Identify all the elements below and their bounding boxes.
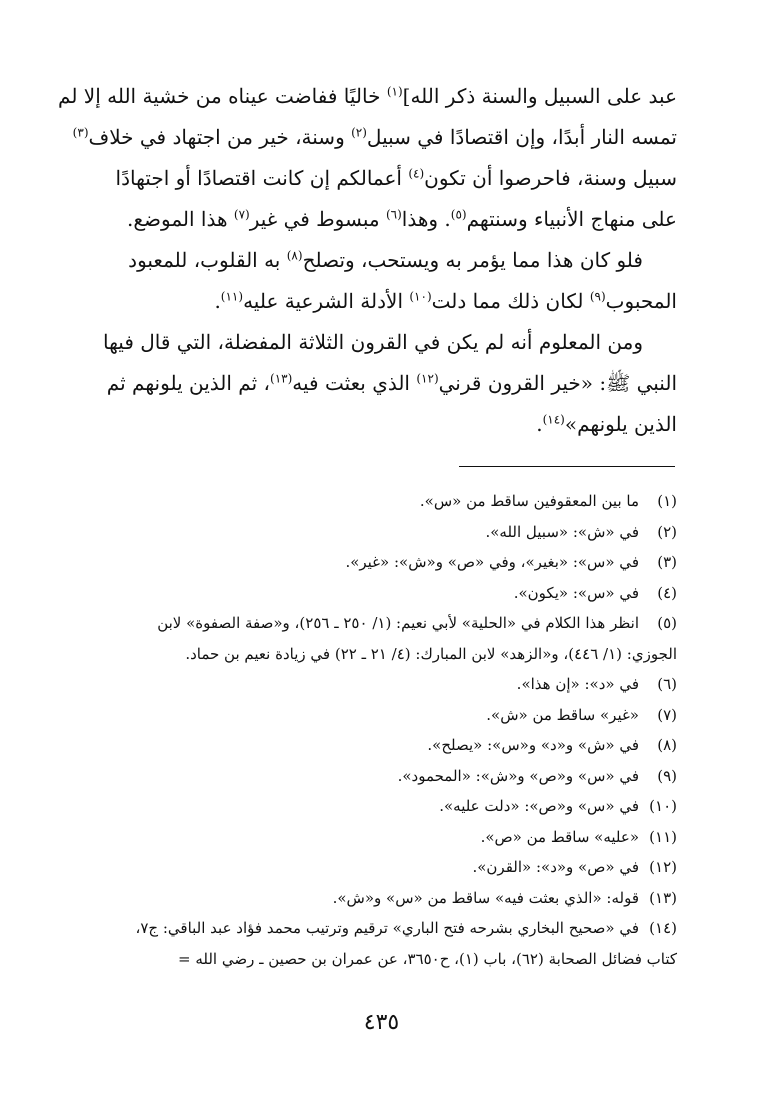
footnote-text: في «ش»: «سبيل الله». xyxy=(485,522,639,541)
footnote-marker: (٧) xyxy=(233,207,250,222)
text-segment: . xyxy=(536,412,543,436)
footnote-text: في «س»: «بغير»، وفي «ص» و«ش»: «غير». xyxy=(345,553,639,571)
text-segment: خاليًا ففاضت عيناه من خشية الله إلا لم xyxy=(58,84,381,108)
footnote-text: في «س» و«ص»: «دلت عليه». xyxy=(439,797,639,815)
footnote-number: (١٤) xyxy=(649,919,677,937)
text-segment: عبد على السبيل والسنة ذكر الله] xyxy=(402,84,677,108)
text-line xyxy=(92,322,677,363)
footnote xyxy=(92,730,677,761)
text-segment: الذين يلونهم» xyxy=(564,412,677,436)
text-line xyxy=(92,199,677,240)
footnote-text: في «د»: «إن هذا». xyxy=(516,675,639,693)
footnote-marker: (١) xyxy=(386,84,403,99)
text-segment: فلو كان هذا مما يؤمر به ويستحب، وتصلح xyxy=(302,248,643,272)
footnote-text: ما بين المعقوفين ساقط من «س». xyxy=(419,492,639,510)
footnote-number: (١١) xyxy=(649,827,677,846)
text-segment: أعمالكم إن كانت اقتصادًا أو اجتهادًا xyxy=(115,166,402,190)
text-line xyxy=(92,158,677,199)
footnote-number: (١٠) xyxy=(649,797,677,815)
footnote-marker: (٣) xyxy=(72,125,89,140)
footnote xyxy=(92,486,677,517)
text-segment: مبسوط في غير xyxy=(249,207,380,231)
footnote xyxy=(92,517,677,548)
footnote-marker: (٨) xyxy=(286,248,303,263)
page-number: ٤٣٥ xyxy=(363,1010,400,1035)
text-segment: لكان ذلك مما دلت xyxy=(431,289,584,313)
footnote-text: في «صحيح البخاري بشرحه فتح الباري» ترقيم وترتيب محمد فؤاد عبد الباقي: ج٧، xyxy=(135,919,639,937)
footnote xyxy=(92,578,677,609)
footnote-number: (٨) xyxy=(657,736,677,754)
text-line xyxy=(58,76,677,117)
footnote-text: «عليه» ساقط من «ص». xyxy=(480,827,639,846)
footnote-text: في «ص» و«د»: «القرن». xyxy=(472,858,639,876)
footnote xyxy=(92,913,677,944)
footnote-marker: (٥) xyxy=(450,207,467,222)
text-segment: به القلوب، للمعبود xyxy=(128,248,281,272)
text-segment: . xyxy=(214,289,221,313)
footnote-text: قوله: «الذي بعثت فيه» ساقط من «س» و«ش». xyxy=(332,888,639,907)
footnote-number: (٦) xyxy=(657,675,677,693)
text-segment: ، ثم الذين يلونهم ثم xyxy=(106,371,270,395)
text-line xyxy=(92,404,677,445)
footnote-marker: (٩) xyxy=(589,289,606,304)
footnote-number: (٩) xyxy=(657,766,677,785)
footnote xyxy=(92,852,677,883)
footnote-number: (٤) xyxy=(657,583,677,602)
footnote xyxy=(92,822,677,853)
footnote-number: (٣) xyxy=(657,553,677,571)
footnote-number: (١) xyxy=(657,492,677,510)
footnote-marker: (١٢) xyxy=(416,371,439,386)
text-segment: ومن المعلوم أنه لم يكن في القرون الثلاثة المفضلة، التي قال فيها xyxy=(102,330,643,354)
footnote-number: (١٣) xyxy=(649,888,677,907)
text-line xyxy=(92,363,677,404)
text-line xyxy=(72,117,677,158)
footnote xyxy=(92,669,677,700)
text-segment: الذي بعثت فيه xyxy=(292,371,410,395)
text-segment: سبيل وسنة، فاحرصوا أن تكون xyxy=(424,166,677,190)
footnote-text: انظر هذا الكلام في «الحلية» لأبي نعيم: (١/ ٢٥٠ ـ ٢٥٦)، و«صفة الصفوة» لابن xyxy=(157,614,639,632)
text-segment: على منهاج الأنبياء وسنتهم xyxy=(466,207,677,231)
footnote-number: (٧) xyxy=(657,705,677,724)
footnote-text: في «س»: «يكون». xyxy=(513,583,639,602)
text-line xyxy=(92,281,677,322)
footnote-number: (٥) xyxy=(657,614,677,632)
text-segment: هذا الموضع. xyxy=(127,207,228,231)
footnote xyxy=(92,761,677,792)
footnote-marker: (٢) xyxy=(351,125,367,140)
footnote xyxy=(92,547,677,578)
text-segment: تمسه النار أبدًا، وإن اقتصادًا في سبيل xyxy=(366,125,677,149)
text-segment: . وهذا xyxy=(401,207,451,231)
footnote xyxy=(92,791,677,822)
footnote-divider xyxy=(459,466,675,467)
text-line xyxy=(92,240,677,281)
footnote-marker: (١١) xyxy=(220,289,244,304)
footnote-text: في «س» و«ص» و«ش»: «المحمود». xyxy=(397,766,639,785)
main-text xyxy=(58,76,677,445)
footnote-continuation: الجوزي: (١/ ٤٤٦)، و«الزهد» لابن المبارك: (٤/ ٢١ ـ ٢٢) في زيادة نعيم بن حماد. xyxy=(185,644,677,663)
text-segment: المحبوب xyxy=(605,289,677,313)
footnote-text: «غير» ساقط من «ش». xyxy=(486,705,639,724)
footnote xyxy=(92,608,677,639)
footnote-marker: (١٤) xyxy=(542,412,565,427)
footnote xyxy=(92,883,677,914)
footnote xyxy=(92,700,677,731)
text-segment: الأدلة الشرعية عليه xyxy=(243,289,403,313)
footnote-marker: (٤) xyxy=(408,166,425,181)
footnote-number: (٢) xyxy=(657,522,677,541)
footnote-number: (١٢) xyxy=(649,858,677,876)
footnote-continuation: كتاب فضائل الصحابة (٦٢)، باب (١)، ح٣٦٥٠، عن عمران بن حصين ـ رضي الله = xyxy=(178,949,677,968)
footnote-marker: (٦) xyxy=(385,207,402,222)
footnotes xyxy=(92,486,677,974)
footnote-marker: (١٣) xyxy=(270,371,293,386)
text-segment: وسنة، خير من اجتهاد في خلاف xyxy=(88,125,345,149)
footnote-marker: (١٠) xyxy=(409,289,432,304)
text-segment: النبي ﷺ: «خير القرون قرني xyxy=(438,371,677,395)
footnote-text: في «ش» و«د» و«س»: «يصلح». xyxy=(427,736,639,754)
